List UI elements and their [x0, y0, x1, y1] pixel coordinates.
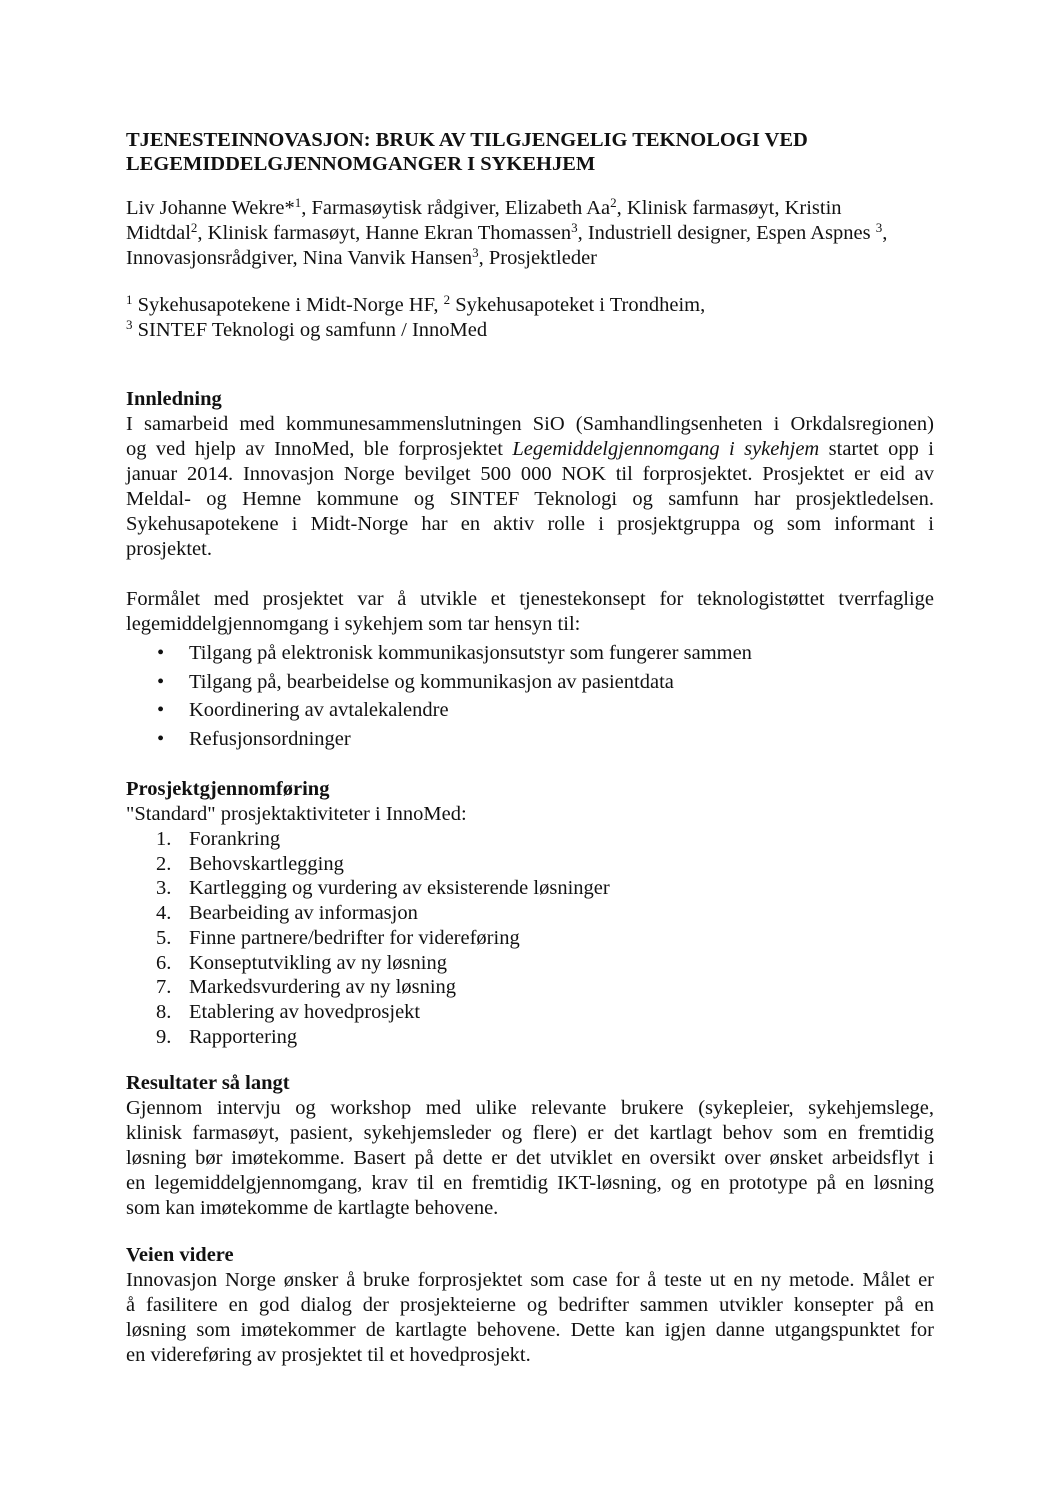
affiliation-marker: 2 [190, 220, 198, 235]
affiliation-list [126, 293, 934, 343]
paragraph-line [126, 437, 934, 462]
list-item [126, 1025, 934, 1050]
title-line-1: TJENESTEINNOVASJON: BRUK AV TILGJENGELIG TEKNOLOGI VED [126, 129, 808, 151]
list-item-text: Finne partnere/bedrifter for videreføring [189, 926, 520, 949]
author-list [126, 196, 934, 271]
list-item-text: Markedsvurdering av ny løsning [189, 976, 457, 999]
author-line-1 [126, 196, 934, 221]
text-run: startet opp i [819, 438, 934, 460]
affiliation-line-2 [126, 318, 934, 343]
paragraph-line: legemiddelgjennomgang i sykehjem som tar hensyn til: [126, 613, 581, 635]
paragraph [126, 587, 934, 637]
list-item [126, 696, 934, 725]
author-line-2 [126, 221, 934, 246]
affiliation-marker: 3 [126, 317, 133, 332]
paragraph-line: Formålet med prosjektet var å utvikle et tjenestekonsept for teknologistøttet tverrfaglige [126, 588, 934, 610]
author-text: Innovasjonsrådgiver, Nina Vanvik Hansen [126, 247, 473, 269]
list-number: 5. [156, 926, 172, 949]
affiliation-text: Sykehusapotekene i Midt-Norge HF, [132, 294, 444, 316]
affiliation-marker: 2 [443, 292, 451, 307]
section-resultater [126, 1071, 934, 1221]
list-item-text: Tilgang på elektronisk kommunikasjonsutstyr som fungerer sammen [189, 642, 752, 664]
list-item-text: Tilgang på, bearbeidelse og kommunikasjon av pasientdata [189, 670, 674, 693]
list-item [126, 827, 934, 852]
document-title [126, 128, 934, 176]
bullet-list [126, 639, 934, 753]
list-number: 2. [156, 852, 172, 875]
paragraph [126, 1268, 934, 1368]
paragraph-line: Innovasjon Norge ønsker å bruke forprosjektet som case for å teste ut en ny metode. Målet er [126, 1269, 934, 1292]
list-number: 8. [156, 1000, 172, 1023]
author-text: , Klinisk farmasøyt, Kristin [616, 197, 842, 219]
paragraph-line: å fasilitere en god dialog der prosjekteierne og bedrifter sammen utvikler konsepter på en [126, 1294, 934, 1317]
list-item [126, 926, 934, 951]
list-number: 1. [156, 828, 172, 850]
bullet-icon: • [157, 642, 165, 664]
list-item [126, 725, 934, 754]
author-text: , Prosjektleder [478, 247, 598, 269]
affiliation-marker: 1 [294, 195, 302, 210]
title-line-2: LEGEMIDDELGJENNOMGANGER I SYKEHJEM [126, 153, 596, 175]
list-item-text: Rapportering [189, 1025, 298, 1048]
affiliation-marker: 3 [571, 220, 578, 235]
list-item [126, 639, 934, 668]
list-number: 6. [156, 951, 172, 974]
bullet-icon: • [157, 699, 165, 721]
section-heading: Resultater så langt [126, 1072, 290, 1095]
list-intro: "Standard" prosjektaktiviteter i InnoMed: [126, 803, 467, 825]
section-prosjektgjennomforing [126, 777, 934, 1049]
paragraph-line: som kan imøtekomme de kartlagte behovene. [126, 1197, 499, 1220]
paragraph-line: Sykehusapotekene i Midt-Norge har en aktiv rolle i prosjektgruppa og som informant i [126, 513, 934, 535]
paragraph [126, 412, 934, 562]
author-text: , Klinisk farmasøyt, Hanne Ekran Thomassen [197, 222, 572, 244]
paragraph-line: januar 2014. Innovasjon Norge bevilget 500 000 NOK til forprosjektet. Prosjektet er eid av [126, 463, 934, 485]
section-innledning [126, 387, 934, 753]
list-number: 7. [156, 976, 172, 999]
numbered-list [126, 827, 934, 1049]
list-item [126, 951, 934, 976]
paragraph-line: løsning bør imøtekomme. Basert på dette er det utviklet en oversikt over ønsket arbeidsflyt i [126, 1147, 934, 1170]
paragraph-line: en legemiddelgjennomgang, krav til en fremtidig IKT-løsning, og en prototype på en løsning [126, 1172, 934, 1195]
section-heading: Innledning [126, 388, 222, 410]
list-number: 3. [156, 877, 172, 900]
list-item [126, 876, 934, 901]
list-item-text: Kartlegging og vurdering av eksisterende løsninger [189, 877, 610, 900]
affiliation-marker: 1 [126, 292, 133, 307]
affiliation-line-1 [126, 293, 934, 318]
list-number: 4. [156, 902, 172, 925]
section-heading: Prosjektgjennomføring [126, 778, 330, 800]
paragraph-line: løsning som imøtekommer de kartlagte behovene. Dette kan igjen danne utgangspunktet for [126, 1319, 934, 1342]
document-page [126, 128, 934, 1368]
paragraph-line: prosjektet. [126, 538, 212, 560]
list-item-text: Konseptutvikling av ny løsning [189, 951, 447, 974]
affiliation-marker: 3 [472, 245, 479, 260]
list-item-text: Behovskartlegging [189, 852, 344, 875]
paragraph-line: Gjennom intervju og workshop med ulike relevante brukere (sykepleier, sykehjemslege, [126, 1097, 934, 1120]
affiliation-marker: 3 [875, 220, 883, 235]
list-item-text: Etablering av hovedprosjekt [189, 1000, 421, 1023]
list-item [126, 1000, 934, 1025]
author-text: , Industriell designer, Espen Aspnes [577, 222, 876, 244]
affiliation-text: Sykehusapoteket i Trondheim, [450, 294, 706, 316]
bullet-icon: • [157, 727, 165, 750]
section-veien-videre [126, 1243, 934, 1368]
list-item-text: Bearbeiding av informasjon [189, 902, 418, 925]
paragraph-line: klinisk farmasøyt, pasient, sykehjemsleder og flere) er det kartlagt behov som en fremtidig [126, 1122, 934, 1145]
author-text: , Farmasøytisk rådgiver, Elizabeth Aa [301, 197, 611, 219]
bullet-icon: • [157, 670, 165, 693]
list-item [126, 668, 934, 697]
list-item [126, 901, 934, 926]
author-line-3 [126, 246, 934, 271]
author-text: Liv Johanne Wekre* [126, 197, 295, 219]
list-number: 9. [156, 1025, 172, 1048]
paragraph-line: Meldal- og Hemne kommune og SINTEF Teknologi og samfunn har prosjektledelsen. [126, 488, 934, 510]
list-item-text: Refusjonsordninger [189, 727, 351, 750]
section-heading: Veien videre [126, 1244, 234, 1267]
list-item-text: Koordinering av avtalekalendre [189, 699, 449, 721]
paragraph-line: I samarbeid med kommunesammenslutningen SiO (Samhandlingsenheten i Orkdalsregionen) [126, 413, 934, 435]
text-run: og ved hjelp av InnoMed, ble forprosjektet [126, 438, 513, 460]
affiliation-marker: 2 [610, 195, 617, 210]
paragraph [126, 1096, 934, 1221]
affiliation-text: SINTEF Teknologi og samfunn / InnoMed [132, 319, 488, 341]
author-text: Midtdal [126, 222, 191, 244]
paragraph-line: en videreføring av prosjektet til et hovedprosjekt. [126, 1344, 531, 1367]
author-text: , [882, 222, 888, 244]
project-title-italic: Legemiddelgjennomgang i sykehjem [512, 438, 820, 460]
list-item [126, 975, 934, 1000]
list-item [126, 852, 934, 877]
list-item-text: Forankring [189, 828, 281, 850]
